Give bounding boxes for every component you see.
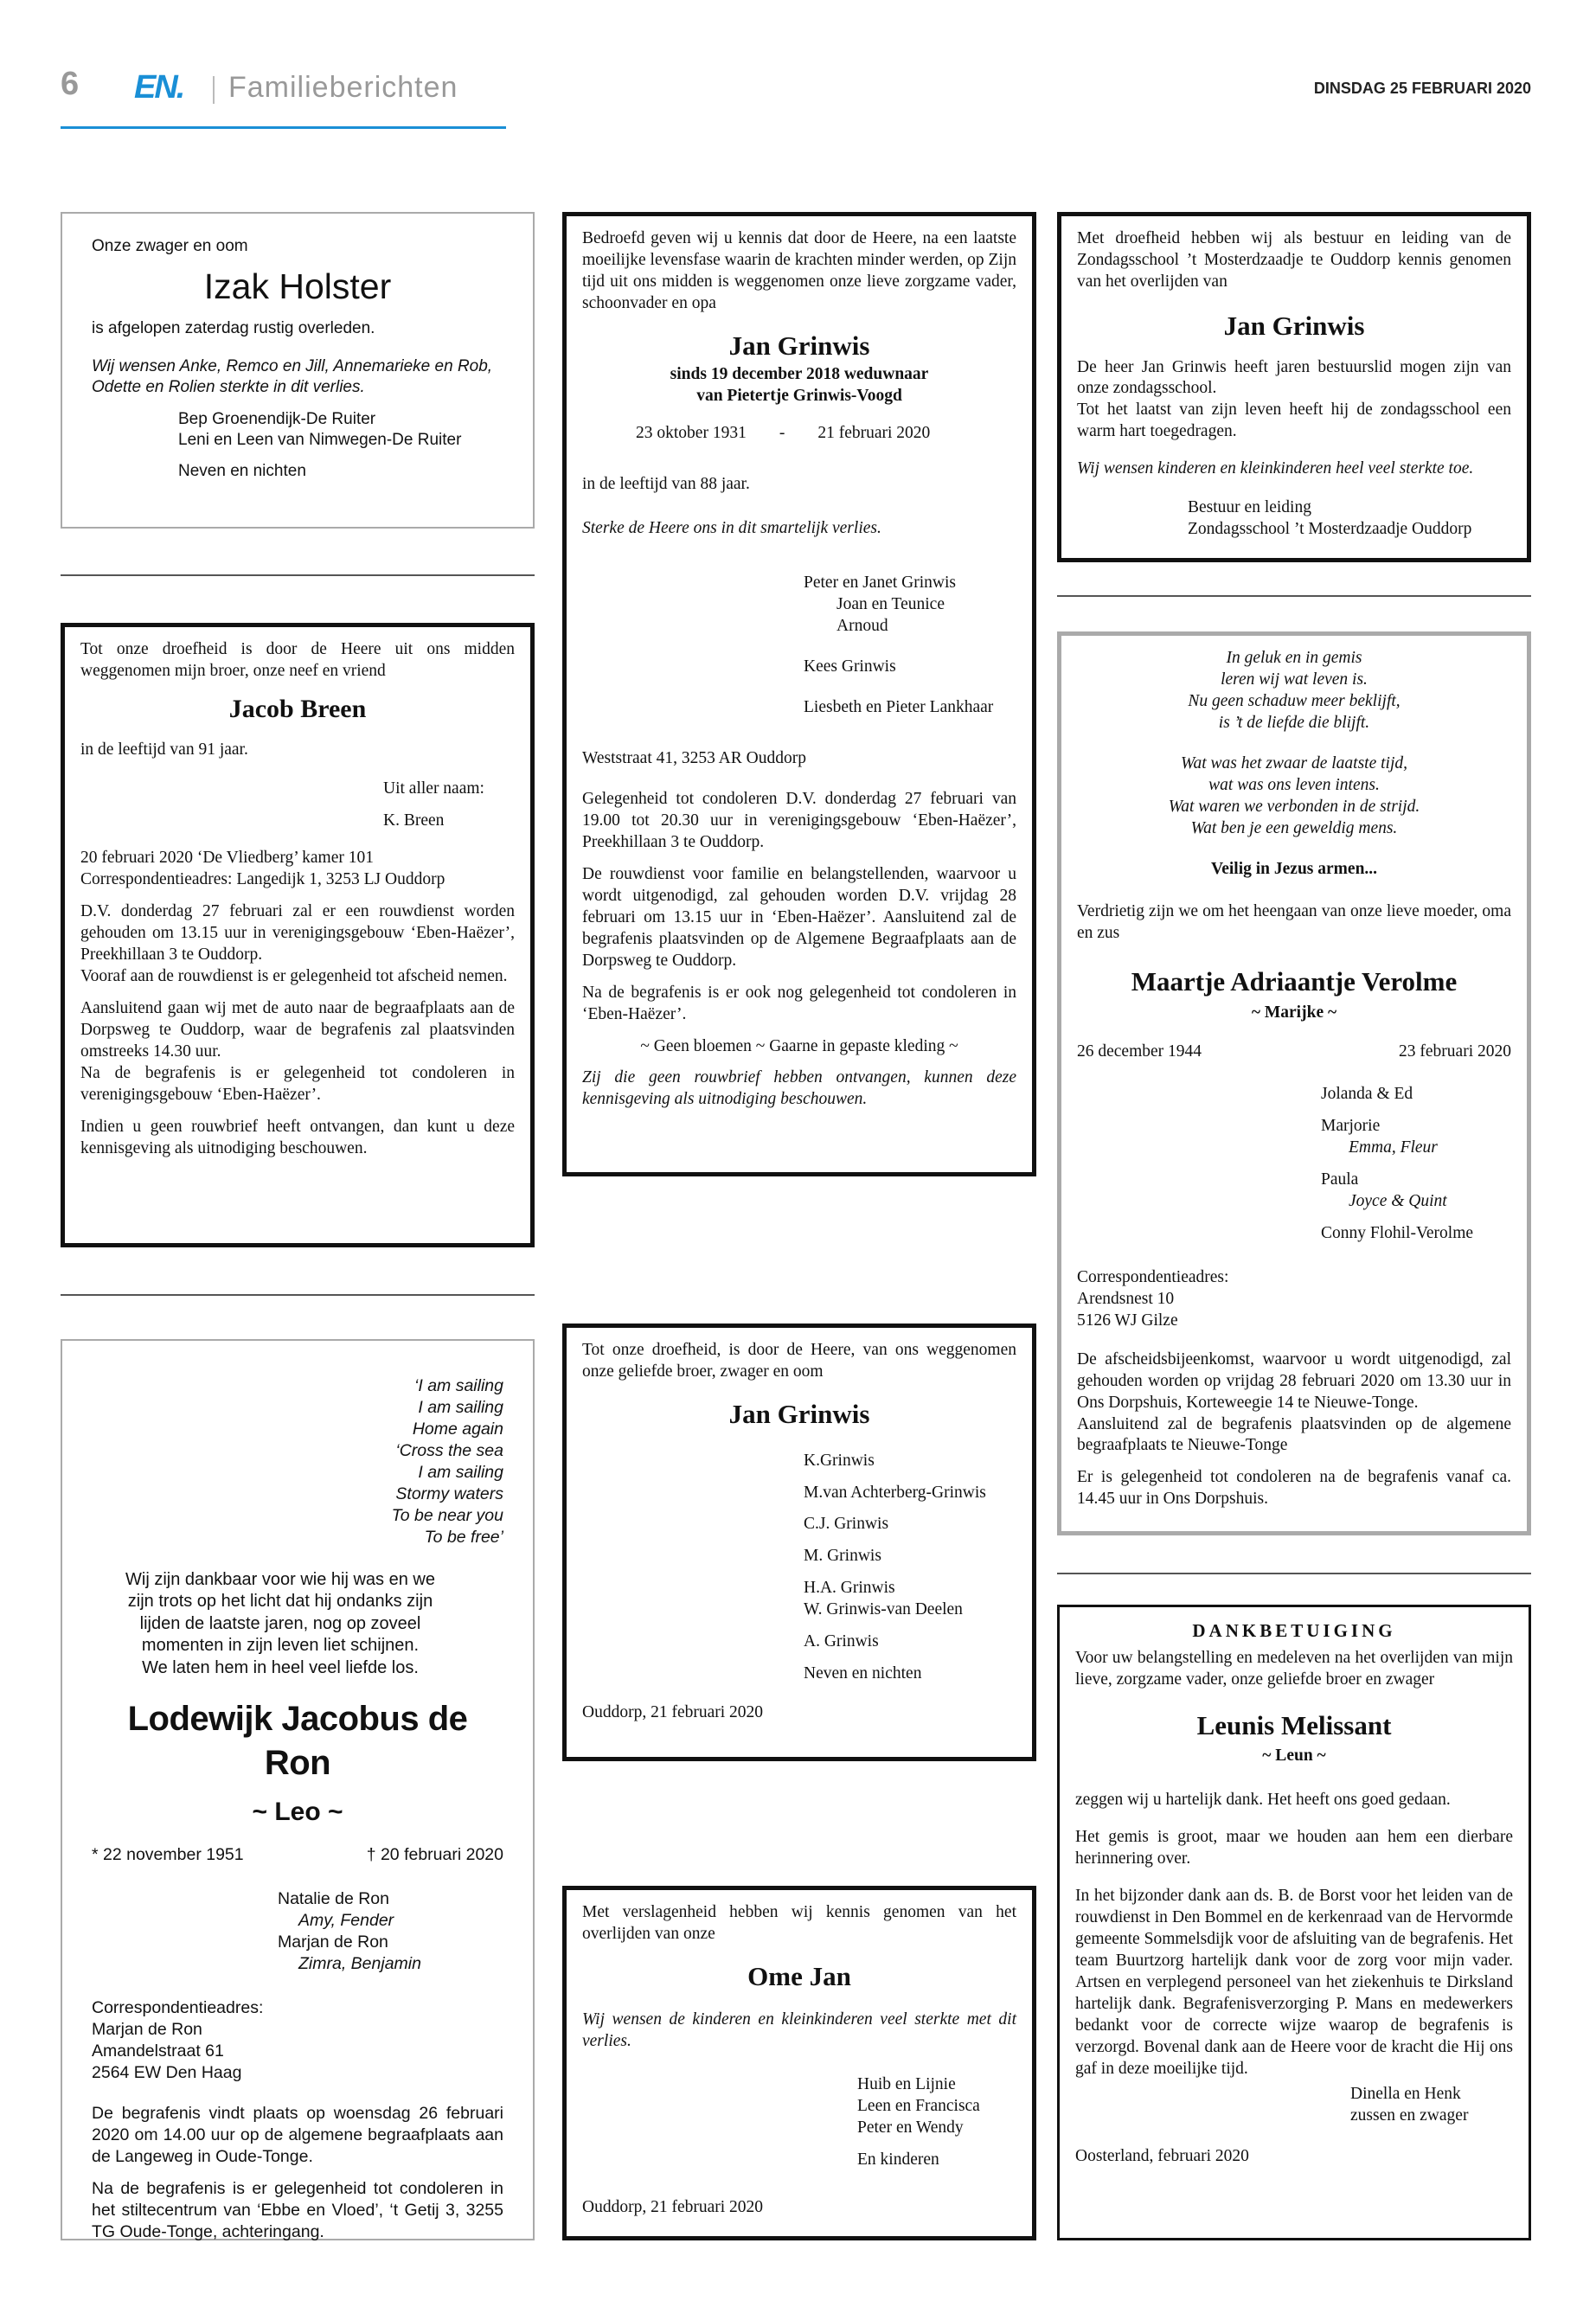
service-info: De afscheidsbijeenkomst, waarvoor u wordt uitgenodigd, zal gehouden worden op vrijdag 28 februari 2020 om 13.30 uur in Ons Dorpshuis, Korteweegie 14 te Nieuwe-Tonge.	[1077, 1349, 1511, 1412]
address-line: Correspondentieadres:	[1077, 1267, 1229, 1286]
signatory: zussen en zwager	[1350, 2106, 1469, 2125]
family-member: Natalie de Ron	[278, 1889, 389, 1909]
deceased-name: Jan Grinwis	[728, 330, 870, 361]
column-divider	[61, 574, 535, 576]
family-member: Paula	[1321, 1170, 1359, 1189]
notice-jan-grinwis-family	[562, 212, 1036, 1176]
family-member: H.A. Grinwis	[804, 1579, 895, 1598]
signatory: Leni en Leen van Nimwegen-De Ruiter	[178, 431, 462, 450]
age-text: in de leeftijd van 91 jaar.	[80, 740, 248, 760]
family-member: A. Grinwis	[804, 1632, 879, 1651]
thanks-text: zeggen wij u hartelijk dank. Het heeft ons goed gedaan.	[1075, 1791, 1451, 1810]
thanks-text: In het bijzonder dank aan ds. B. de Borst voor het leiden van de rouwdienst in Den Bommel en de kerkenraad van de Hervormde gemeente Sommelsdijk voor de afsluiting van de begrafenis. Het team Buurtzorg hartelijk dank voor de zorg voor mijn vader. Artsen en verplegend personeel van het ziekenhuis te Dirksland hartelijk dank. Begrafenisverzorging P. Mans en medewerkers bedankt voor de correcte wijze waarop de begrafenis is verzorgd. Bovenal dank aan de Heere voor de kracht die Hij ons gaf in deze moeilijke tijd.	[1075, 1887, 1513, 2078]
family-member: Peter en Janet Grinwis	[804, 574, 956, 593]
header-divider	[213, 76, 215, 104]
deceased-name: Maartje Adriaantje Verolme	[1131, 966, 1458, 997]
notice-intro: Verdrietig zijn we om het heengaan van onze lieve moeder, oma en zus	[1077, 901, 1511, 942]
life-dates	[582, 423, 1016, 445]
poem-line: Home again	[412, 1419, 503, 1439]
family-member: Joan en Teunice	[836, 595, 945, 614]
header-rule	[61, 126, 506, 129]
tribute-text	[92, 1569, 503, 1680]
notice-text: is afgelopen zaterdag rustig overleden.	[92, 318, 375, 337]
signatory: Neven en nichten	[178, 462, 306, 481]
service-info: Vooraf aan de rouwdienst is er gelegenheid tot afscheid nemen.	[80, 966, 508, 985]
notice-title: DANKBETUIGING	[1192, 1620, 1396, 1641]
family-member: Liesbeth en Pieter Lankhaar	[804, 698, 994, 717]
address-line: Correspondentieadres:	[92, 1998, 264, 2018]
family-member: Neven en nichten	[804, 1664, 922, 1683]
en-logo: EN.	[134, 69, 184, 106]
deceased-name: Leunis Melissant	[1196, 1709, 1392, 1740]
notice-ome-jan	[562, 1886, 1036, 2240]
poem-line: I am sailing	[418, 1397, 503, 1417]
poem-line: ‘Cross the sea	[395, 1440, 503, 1460]
deceased-name: Ome Jan	[747, 1960, 851, 1991]
family-member: Marjan de Ron	[278, 1932, 388, 1952]
page-date: DINSDAG 25 FEBRUARI 2020	[1313, 80, 1531, 97]
section-title: Familieberichten	[228, 71, 458, 104]
signatory: K. Breen	[383, 811, 445, 830]
poem-line: I am sailing	[418, 1462, 503, 1482]
place-date: Oosterland, februari 2020	[1075, 2146, 1249, 2165]
poem-line: Wat waren we verbonden in de strijd.	[1168, 797, 1420, 816]
poem-line: leren wij wat leven is.	[1221, 670, 1368, 689]
nickname: ~ Marijke ~	[1251, 1003, 1337, 1022]
nickname: ~ Leo ~	[252, 1797, 343, 1826]
address-line: Arendsnest 10	[1077, 1289, 1175, 1308]
condolence-info: Na de begrafenis is er gelegenheid tot condoleren in het stiltecentrum van ‘Ebbe en Vloed’, ‘t Getij 3, 3255 TG Oude-Tonge, achteringang.	[92, 2178, 503, 2241]
poem-line: ‘I am sailing	[414, 1376, 503, 1395]
page-header	[61, 61, 506, 130]
family-member: Joyce & Quint	[1349, 1191, 1447, 1210]
notice-intro: Met verslagenheid hebben wij kennis genomen van het overlijden van onze	[582, 1903, 1016, 1943]
notice-lodewijk-de-ron	[61, 1339, 535, 2240]
condolence-info: Er is gelegenheid tot condoleren na de begrafenis vanaf ca. 14.45 uur in Ons Dorpshuis.	[1077, 1468, 1511, 1509]
thanks-text: Het gemis is groot, maar we houden aan hem een dierbare herinnering over.	[1075, 1828, 1513, 1868]
address-line: Amandelstraat 61	[92, 2041, 224, 2061]
poem-line: To be near you	[391, 1505, 503, 1525]
notice-intro: Tot onze droefheid, is door de Heere, van ons weggenomen onze geliefde broer, zwager en oom	[582, 1341, 1016, 1381]
deceased-name: Jan Grinwis	[728, 1398, 870, 1429]
family-member: Arnoud	[836, 617, 888, 636]
tribute-text: De heer Jan Grinwis heeft jaren bestuurslid mogen zijn van onze zondagsschool.	[1077, 357, 1511, 398]
age-text: in de leeftijd van 88 jaar.	[582, 475, 750, 494]
notice-jan-grinwis-sundayschool	[1057, 212, 1531, 562]
family-member: Leen en Francisca	[857, 2097, 980, 2116]
death-date: 23 februari 2020	[1399, 1042, 1511, 1061]
family-member: Kees Grinwis	[804, 657, 896, 676]
place-date: Ouddorp, 21 februari 2020	[582, 2198, 764, 2217]
poem-line: Wat was het zwaar de laatste tijd,	[1180, 753, 1407, 772]
family-member: Emma, Fleur	[1349, 1138, 1438, 1157]
column-divider	[1057, 595, 1531, 597]
burial-info: Aansluitend zal de begrafenis plaatsvinden op de algemene begraafplaats te Nieuwe-Tonge	[1077, 1414, 1511, 1455]
life-dates	[92, 1844, 503, 1866]
family-member: Huib en Lijnie	[857, 2075, 956, 2094]
tribute-line: zijn trots op het licht dat hij ondanks zijn	[127, 1592, 433, 1612]
deceased-name: Jacob Breen	[228, 694, 367, 723]
condolence-wish: Wij wensen kinderen en kleinkinderen heel veel sterkte toe.	[1077, 459, 1474, 478]
page-number: 6	[61, 66, 80, 102]
family-member: Peter en Wendy	[857, 2118, 964, 2138]
column-divider	[61, 1294, 535, 1296]
address-line: 20 februari 2020 ‘De Vliedberg’ kamer 101	[80, 849, 374, 868]
poem	[1077, 648, 1511, 734]
notice-intro: Met droefheid hebben wij als bestuur en leiding van de Zondagsschool ’t Mosterdzaadje te Ouddorp kennis genomen van het overlijden van	[1077, 229, 1511, 291]
dress-note: ~ Geen bloemen ~ Gaarne in gepaste kleding ~	[640, 1036, 958, 1055]
address-line: 5126 WJ Gilze	[1077, 1311, 1178, 1330]
family-member: En kinderen	[857, 2150, 939, 2170]
notice-maartje-verolme	[1057, 631, 1531, 1535]
family-member: Jolanda & Ed	[1321, 1085, 1413, 1104]
poem-line: Wat ben je een geweldig mens.	[1190, 818, 1398, 837]
family-member: W. Grinwis-van Deelen	[804, 1600, 963, 1619]
address-line: Marjan de Ron	[92, 2020, 202, 2040]
burial-info: De begrafenis vindt plaats op woensdag 26 februari 2020 om 14.00 uur op de algemene begraafplaats aan de Langeweg in Oude-Tonge.	[92, 2103, 503, 2166]
notice-intro: Voor uw belangstelling en medeleven na het overlijden van mijn lieve, zorgzame vader, onze geliefde broer en zwager	[1075, 1648, 1513, 1689]
condolence-wish: Wij wensen de kinderen en kleinkinderen veel sterkte met dit verlies.	[582, 2009, 1016, 2050]
notice-intro: Bedroefd geven wij u kennis dat door de Heere, na een laatste moeilijke levensfase waarin de krachten minder werden, op Zijn tijd uit ons midden is weggenomen onze lieve zorgzame vader, schoonvader en opa	[582, 229, 1016, 312]
death-date: † 20 februari 2020	[366, 1845, 503, 1865]
burial-info: Na de begrafenis is er gelegenheid tot condoleren in verenigingsgebouw ‘Eben-Haëzer’.	[80, 1063, 515, 1104]
family-member: M.van Achterberg-Grinwis	[804, 1483, 986, 1502]
birth-date: * 22 november 1951	[92, 1845, 244, 1865]
service-info: De rouwdienst voor familie en belangstellenden, waarvoor u wordt uitgenodigd, zal gehouden worden D.V. vrijdag 28 februari om 13.15 uur in ‘Eben-Haëzer’. Aansluitend zal de begrafenis plaatsvinden op de Algemene Begraafplaats aan de Dorpsweg te Ouddorp.	[582, 864, 1016, 970]
tribute-line: momenten in zijn leven liet schijnen.	[141, 1636, 420, 1656]
birth-date: 26 december 1944	[1077, 1042, 1202, 1061]
signatory: Dinella en Henk	[1350, 2084, 1461, 2103]
poem-line: wat was ons leven intens.	[1208, 775, 1380, 794]
signatory: Uit aller naam:	[383, 779, 484, 798]
signatory: Zondagsschool ’t Mosterdzaadje Ouddorp	[1188, 520, 1472, 539]
family-member: C.J. Grinwis	[804, 1515, 889, 1534]
tribute-text: Tot het laatst van zijn leven heeft hij de zondagsschool een warm hart toegedragen.	[1077, 401, 1511, 441]
deceased-name: Izak Holster	[203, 266, 392, 307]
signatory: Bestuur en leiding	[1188, 498, 1311, 517]
notice-dankbetuiging-melissant	[1057, 1605, 1531, 2240]
notice-intro: Tot onze droefheid is door de Heere uit ons midden weggenomen mijn broer, onze neef en vriend	[80, 640, 515, 680]
tribute-line: Wij zijn dankbaar voor wie hij was en we	[125, 1569, 435, 1589]
notice-jacob-breen	[61, 623, 535, 1247]
address-line: Correspondentieadres: Langedijk 1, 3253 LJ Ouddorp	[80, 870, 445, 889]
condolence-info: Na de begrafenis is er ook nog gelegenheid tot condoleren in ‘Eben-Haëzer’.	[582, 983, 1016, 1023]
widower-line: van Pietertje Grinwis-Voogd	[696, 387, 902, 406]
condolence-info: Gelegenheid tot condoleren D.V. donderdag 27 februari van 19.00 tot 20.30 uur in verenigingsgebouw ‘Eben-Haëzer’, Preekhillaan 3 te Ouddorp.	[582, 789, 1016, 851]
family-member: Zimra, Benjamin	[298, 1954, 421, 1974]
correspondence-address	[1077, 1267, 1511, 1332]
deceased-name: Lodewijk Jacobus de Ron	[127, 1699, 468, 1782]
home-address: Weststraat 41, 3253 AR Ouddorp	[582, 749, 806, 768]
condolence-wish: Sterke de Heere ons in dit smartelijk verlies.	[582, 519, 881, 538]
family-member: M. Grinwis	[804, 1547, 881, 1566]
family-member: K.Grinwis	[804, 1451, 875, 1470]
family-member: Conny Flohil-Verolme	[1321, 1223, 1474, 1242]
tribute-line: We laten hem in heel veel liefde los.	[142, 1658, 419, 1677]
deceased-name: Jan Grinwis	[1223, 310, 1365, 341]
place-date: Ouddorp, 21 februari 2020	[582, 1703, 764, 1722]
closing-note: Zij die geen rouwbrief hebben ontvangen, kunnen deze kennisgeving als uitnodiging beschouwen.	[582, 1068, 1016, 1109]
date-dash: -	[779, 424, 785, 443]
family-member: Marjorie	[1321, 1117, 1381, 1136]
poem	[92, 1375, 503, 1548]
notice-intro: Onze zwager en oom	[92, 237, 248, 255]
death-date: 21 februari 2020	[817, 424, 931, 443]
notice-jan-grinwis-siblings	[562, 1324, 1036, 1761]
signatory: Bep Groenendijk-De Ruiter	[178, 409, 376, 428]
widower-line: sinds 19 december 2018 weduwnaar	[670, 365, 929, 384]
poem-line: In geluk en in gemis	[1226, 649, 1362, 667]
poem-line: To be free’	[424, 1527, 503, 1547]
faith-line: Veilig in Jezus armen...	[1210, 859, 1378, 878]
family-member: Amy, Fender	[298, 1911, 394, 1931]
condolence-wish: Wij wensen Anke, Remco en Jill, Annemarieke en Rob, Odette en Rolien sterkte in dit verlies.	[92, 357, 493, 397]
service-info: D.V. donderdag 27 februari zal er een rouwdienst worden gehouden om 13.15 uur in verenigingsgebouw ‘Eben-Haëzer’, Preekhillaan 3 te Ouddorp.	[80, 902, 515, 964]
nickname: ~ Leun ~	[1262, 1747, 1326, 1766]
address-line: 2564 EW Den Haag	[92, 2062, 242, 2082]
closing-note: Indien u geen rouwbrief heeft ontvangen, dan kunt u deze kennisgeving als uitnodiging beschouwen.	[80, 1117, 515, 1157]
correspondence-address	[92, 1997, 503, 2084]
life-dates	[1077, 1042, 1511, 1063]
poem-line: Nu geen schaduw meer beklijft,	[1188, 691, 1401, 710]
column-divider	[1057, 1573, 1531, 1574]
birth-date: 23 oktober 1931	[636, 424, 747, 443]
poem-line: Stormy waters	[395, 1484, 503, 1503]
notice-izak-holster	[61, 212, 535, 529]
burial-info: Aansluitend gaan wij met de auto naar de begraafplaats aan de Dorpsweg te Ouddorp, waar de begrafenis zal plaatsvinden omstreeks 14.30 uur.	[80, 998, 515, 1061]
tribute-line: lijden de laatste jaren, nog op zoveel	[139, 1613, 421, 1633]
poem	[1077, 753, 1511, 840]
poem-line: is ’t de liefde die blijft.	[1218, 713, 1370, 732]
